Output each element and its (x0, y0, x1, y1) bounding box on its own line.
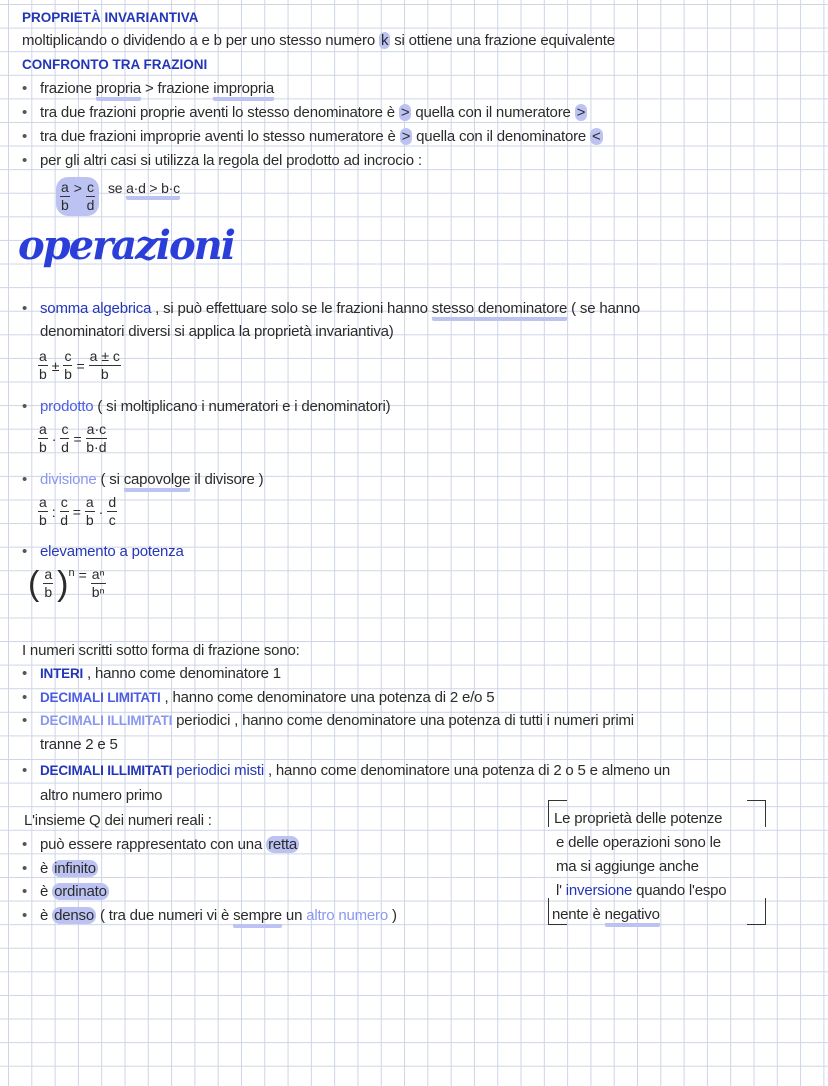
numerator: d (108, 494, 117, 510)
bullet: • (22, 883, 28, 900)
list-item (22, 688, 494, 708)
text: denominatori diversi si applica la proprietà invariantiva) (40, 323, 394, 340)
bullet: • (22, 152, 28, 169)
text: tra due frazioni improprie aventi lo stesso numeratore è (40, 128, 400, 145)
text: l' (556, 882, 566, 899)
bullet: • (22, 300, 28, 317)
text: quella con il denominatore (412, 128, 591, 145)
bullet: • (22, 762, 28, 779)
text (552, 905, 660, 925)
text: < (592, 128, 601, 145)
list-item (22, 127, 603, 147)
text: ( tra due numeri vi è (96, 907, 234, 924)
list-item (22, 882, 109, 902)
bullet: • (22, 104, 28, 121)
text: quando l'espo (632, 882, 727, 899)
text: inversione (565, 882, 633, 899)
numeri-intro: I numeri scritti sotto forma di frazione sono: (22, 642, 300, 659)
text: ( si (96, 471, 124, 488)
text: frazione (40, 80, 96, 97)
note-box-potenze (548, 800, 766, 925)
text (556, 881, 726, 901)
label: somma algebrica (40, 300, 152, 317)
label: prodotto (40, 398, 94, 415)
text: è (40, 883, 53, 900)
operator: · (51, 430, 57, 447)
denominator: b (39, 439, 47, 455)
bullet: • (22, 907, 28, 924)
numerator: a (39, 348, 47, 364)
text: > frazione (141, 80, 214, 97)
insieme-intro: L'insieme Q dei numeri reali : (24, 812, 212, 829)
text: negativo (605, 906, 660, 927)
text: > (401, 128, 411, 145)
denominator: b (39, 512, 47, 528)
cross-product-fractions (56, 177, 99, 216)
exponent: n (68, 566, 75, 579)
numerator: aⁿ (91, 566, 105, 582)
text: , si può effettuare solo se le frazioni hanno (151, 300, 432, 317)
list-item (22, 761, 670, 781)
text: , hanno come denominatore 1 (83, 665, 281, 682)
denominator: b (85, 512, 94, 528)
text: può essere rappresentato con una (40, 836, 267, 853)
text: ) (388, 907, 397, 924)
text: > (576, 104, 586, 121)
paren-left: ( (28, 564, 40, 603)
list-item (22, 664, 281, 684)
cross-condition (108, 178, 180, 198)
text: se (108, 180, 127, 196)
denominator: b (100, 366, 109, 382)
text: impropria (213, 80, 274, 101)
numerator: a·c (86, 421, 107, 437)
bullet: • (22, 80, 28, 97)
denominator: bⁿ (91, 584, 105, 600)
heading-invariantiva: PROPRIETÀ INVARIANTIVA (22, 10, 199, 25)
bullet: • (22, 543, 28, 560)
potenza-formula (28, 566, 106, 601)
numerator: a (85, 494, 94, 510)
operator: ± (51, 357, 60, 374)
denominator: b (39, 366, 47, 382)
operator: = (76, 357, 85, 374)
numerator: c (86, 179, 94, 195)
text: > (400, 104, 410, 121)
text: per gli altri casi si utilizza la regola del prodotto ad incrocio : (40, 152, 422, 169)
label: periodici misti (172, 762, 265, 779)
text: , hanno come denominatore una potenza di tutti i numeri primi (230, 712, 634, 729)
invariantiva-text (22, 31, 615, 51)
bullet: • (22, 398, 28, 415)
text: è (40, 907, 53, 924)
operator: = (73, 430, 82, 447)
list-item (22, 151, 422, 171)
list-item (22, 859, 98, 879)
bullet: • (22, 689, 28, 706)
corner-bracket (747, 898, 766, 925)
denominator: d (86, 197, 95, 213)
label: DECIMALI ILLIMITATI (40, 713, 173, 728)
label: divisione (40, 471, 97, 488)
text: è (40, 860, 53, 877)
text: Le proprietà delle potenze (554, 810, 723, 827)
k-highlight: k (380, 32, 389, 49)
list-item (22, 79, 274, 99)
list-item-divisione (22, 470, 263, 490)
text: e delle operazioni sono le (556, 834, 721, 851)
heading-confronto: CONFRONTO TRA FRAZIONI (22, 57, 208, 72)
label: elevamento a potenza (40, 543, 184, 560)
text: si ottiene una frazione equivalente (390, 32, 615, 49)
paren-right: ) (57, 564, 69, 603)
text: ma si aggiunge anche (556, 858, 699, 875)
operator: = (72, 503, 81, 520)
numerator: a (44, 566, 53, 582)
bullet: • (22, 712, 28, 729)
text: periodici (172, 712, 231, 729)
prodotto-formula (38, 421, 107, 456)
denominator: b (61, 197, 69, 213)
text: ( si moltiplicano i numeratori e i denominatori) (93, 398, 391, 415)
numerator: a ± c (89, 348, 120, 364)
text: , hanno come denominatore una potenza di 2 e/o 5 (160, 689, 495, 706)
text: altro numero primo (40, 787, 163, 804)
text: il divisore ) (190, 471, 264, 488)
denominator: b (64, 366, 72, 382)
bullet: • (22, 471, 28, 488)
operator: = (78, 566, 87, 583)
list-item (22, 835, 299, 855)
numerator: c (64, 348, 72, 364)
denominator: d (61, 439, 69, 455)
text: moltiplicando o dividendo a e b per uno stesso numero (22, 32, 379, 49)
numerator: c (60, 494, 68, 510)
bullet: • (22, 836, 28, 853)
text: stesso denominatore (432, 300, 567, 321)
divisione-formula (38, 494, 117, 529)
text: un (281, 907, 307, 924)
text: ordinato (54, 883, 107, 900)
text: infinito (54, 860, 96, 877)
label: DECIMALI LIMITATI (40, 690, 161, 705)
operator: · (98, 503, 104, 520)
list-item (22, 103, 587, 123)
denominator: d (60, 512, 69, 528)
text: propria (96, 80, 141, 101)
denominator: c (108, 512, 116, 528)
section-title-operazioni: operazioni (18, 222, 234, 269)
text: a·d > b·c (126, 180, 180, 200)
numerator: a (39, 494, 47, 510)
label: INTERI (40, 666, 84, 681)
list-item (22, 906, 397, 926)
text: capovolge (124, 471, 191, 492)
denominator: b·d (86, 439, 107, 455)
bullet: • (22, 128, 28, 145)
text: denso (54, 907, 94, 924)
somma-formula (38, 348, 121, 383)
text: tranne 2 e 5 (40, 736, 118, 753)
corner-bracket (747, 800, 766, 827)
text: tra due frazioni proprie aventi lo stesso denominatore è (40, 104, 399, 121)
numerator: a (61, 179, 69, 195)
text: ( se hanno (567, 300, 641, 317)
list-item (22, 711, 634, 731)
operator: : (51, 503, 56, 520)
list-item-potenza (22, 542, 184, 562)
text: , hanno come denominatore una potenza di 2 o 5 e almeno un (264, 762, 671, 779)
text: sempre (233, 907, 282, 928)
text: altro numero (306, 907, 388, 924)
numerator: a (39, 421, 47, 437)
text: quella con il numeratore (411, 104, 575, 121)
list-item-prodotto (22, 397, 390, 417)
text: nente è (552, 906, 605, 923)
bullet: • (22, 665, 28, 682)
text: retta (268, 836, 298, 853)
label: DECIMALI ILLIMITATI (40, 763, 173, 778)
list-item-somma (22, 299, 640, 319)
operator: > (73, 180, 82, 196)
numerator: c (61, 421, 69, 437)
denominator: b (44, 584, 53, 600)
bullet: • (22, 860, 28, 877)
